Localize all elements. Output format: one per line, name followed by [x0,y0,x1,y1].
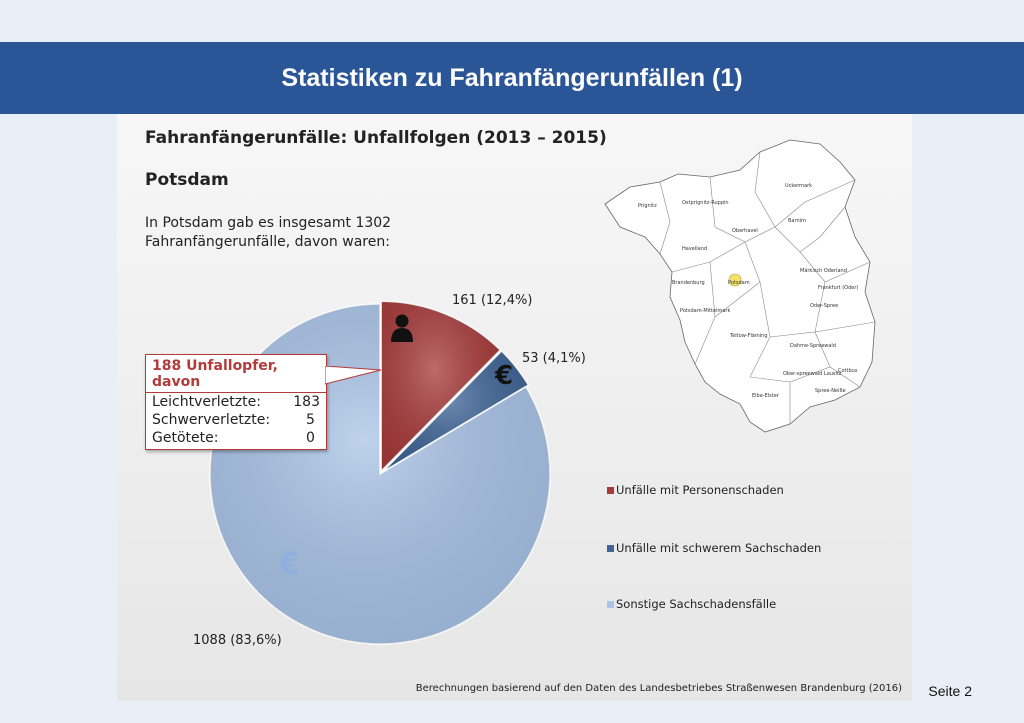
map-label: Ober-spreewald Lausitz [783,371,842,377]
callout-title: 188 Unfallopfer, davon [146,355,326,393]
euro-icon: € [279,547,300,582]
legend-label: Unfälle mit Personenschaden [616,483,784,497]
map-label: Brandenburg [672,280,705,286]
pie-data-label: 161 (12,4%) [452,293,533,308]
callout-row [146,393,326,411]
map-label: Märkisch Oderland [800,268,847,274]
intro-line-2: Fahranfängerunfälle, davon waren: [145,234,390,250]
map-label: Oder-Spree [810,303,839,309]
map-label: Teltow-Fläming [730,333,768,339]
intro-line-1: In Potsdam gab es insgesamt 1302 [145,215,392,231]
content-panel [117,114,912,701]
pie-data-label: 1088 (83,6%) [193,633,282,648]
callout-row-value: 183 [293,394,320,410]
map-label: Elbe-Elster [752,393,779,399]
callout-row [146,411,326,429]
legend-swatch [607,601,614,608]
victims-callout [145,354,327,450]
chart-title: Fahranfängerunfälle: Unfallfolgen (2013 – 2015) [145,128,607,148]
legend-label: Sonstige Sachschadensfälle [616,597,777,611]
map-label: Uckermark [785,183,813,189]
callout-row [146,429,326,447]
legend-swatch [607,545,614,552]
brandenburg-map [600,132,890,442]
legend-item-schwerer-sachschaden [607,541,821,555]
callout-pointer [325,366,385,390]
legend-item-personenschaden [607,483,784,497]
legend-swatch [607,487,614,494]
pie-data-label: 53 (4,1%) [522,351,586,366]
title-banner [0,42,1024,114]
legend-label: Unfälle mit schwerem Sachschaden [616,541,822,555]
map-label: Oberhavel [732,228,758,234]
source-note: Berechnungen basierend auf den Daten des Landesbetriebes Straßenwesen Brandenburg (2016) [415,683,902,694]
callout-row-label: Leichtverletzte: [152,394,261,410]
callout-row-label: Schwerverletzte: [152,412,271,428]
euro-icon: € [495,361,514,391]
map-label: Dahme-Spreewald [790,343,836,349]
city-heading: Potsdam [145,170,229,190]
callout-row-value: 0 [306,430,315,446]
map-label: Prignitz [638,203,657,209]
legend-item-sonstige [607,597,776,611]
callout-row-value: 5 [306,412,315,428]
page-number: Seite 2 [928,683,972,699]
map-label: Potsdam-Mittelmark [680,308,731,314]
map-label: Frankfurt (Oder) [818,285,859,291]
map-label: Cottbus [838,368,858,374]
map-label: Barnim [788,218,806,224]
map-label: Potsdam [728,280,750,286]
callout-row-label: Getötete: [152,430,219,446]
slide-title: Statistiken zu Fahranfängerunfällen (1) [281,63,743,92]
map-label: Spree-Neiße [815,388,846,394]
map-label: Havelland [682,246,708,252]
map-label: Ostprignitz-Ruppin [682,200,729,206]
